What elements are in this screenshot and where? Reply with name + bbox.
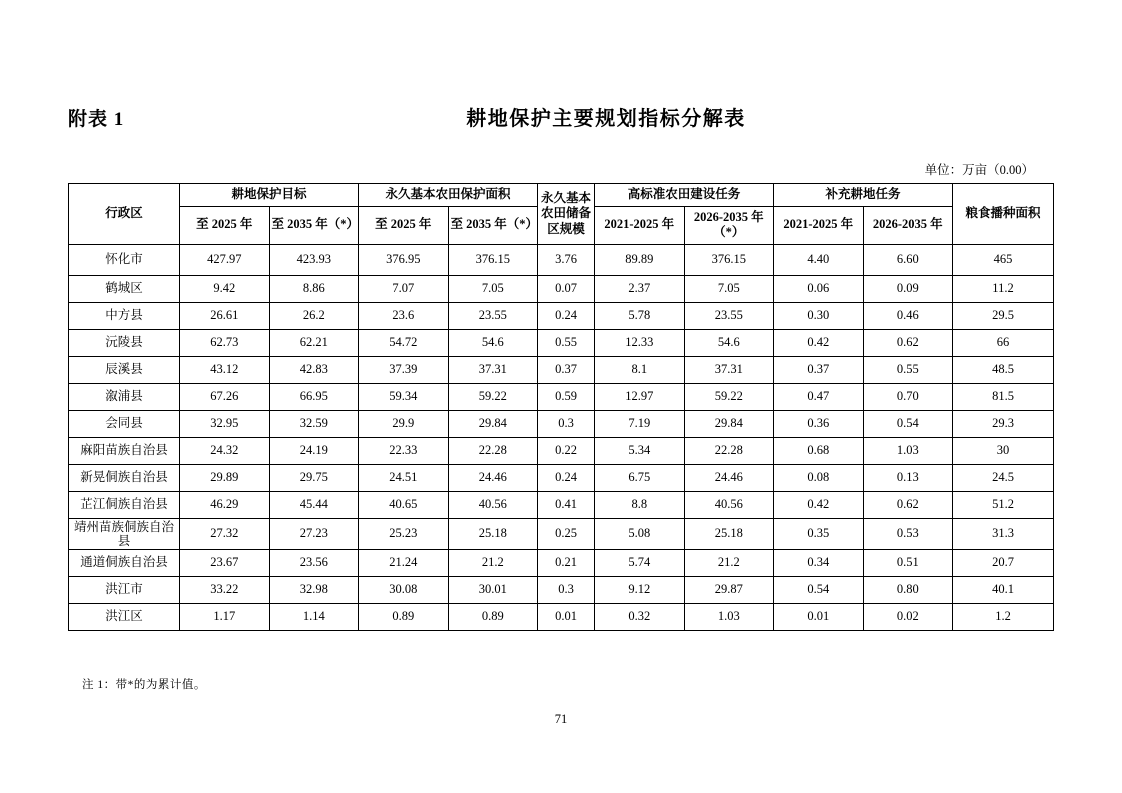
- cell-sup-2021-2025: 0.42: [774, 329, 864, 356]
- cell-goal-2035: 26.2: [269, 302, 359, 329]
- cell-hs-2026-2035: 54.6: [684, 329, 774, 356]
- cell-sup-2026-2035: 0.53: [863, 518, 953, 549]
- cell-goal-2035: 29.75: [269, 464, 359, 491]
- cell-grain: 29.3: [953, 410, 1054, 437]
- cell-hs-2026-2035: 29.87: [684, 576, 774, 603]
- cell-hs-2026-2035: 29.84: [684, 410, 774, 437]
- column-header-supplement: 补充耕地任务: [774, 184, 953, 207]
- cell-goal-2035: 1.14: [269, 603, 359, 630]
- cell-farmland-2025: 22.33: [359, 437, 449, 464]
- cell-reserve: 0.55: [538, 329, 595, 356]
- cell-hs-2021-2025: 2.37: [595, 275, 685, 302]
- cell-reserve: 0.3: [538, 410, 595, 437]
- cell-hs-2026-2035: 376.15: [684, 244, 774, 275]
- column-header-reserve-zone: 永久基本农田储备区规模: [538, 184, 595, 245]
- unit-note: 单位：万亩（0.00）: [924, 163, 1034, 177]
- cell-reserve: 0.22: [538, 437, 595, 464]
- cell-hs-2021-2025: 12.97: [595, 383, 685, 410]
- cell-region: 芷江侗族自治县: [69, 491, 180, 518]
- table-row: [69, 464, 1054, 491]
- table-row: [69, 302, 1054, 329]
- cell-farmland-2025: 376.95: [359, 244, 449, 275]
- cell-goal-2025: 1.17: [180, 603, 270, 630]
- cell-hs-2021-2025: 6.75: [595, 464, 685, 491]
- cell-sup-2021-2025: 4.40: [774, 244, 864, 275]
- cell-grain: 465: [953, 244, 1054, 275]
- cell-farmland-2025: 21.24: [359, 549, 449, 576]
- cell-farmland-2025: 23.6: [359, 302, 449, 329]
- table-row: [69, 275, 1054, 302]
- cell-goal-2035: 23.56: [269, 549, 359, 576]
- attachment-label: 附表 1: [68, 109, 125, 130]
- cell-sup-2026-2035: 0.70: [863, 383, 953, 410]
- cell-grain: 81.5: [953, 383, 1054, 410]
- table-row: [69, 518, 1054, 549]
- cell-hs-2021-2025: 0.32: [595, 603, 685, 630]
- table-header: [69, 184, 1054, 245]
- cell-grain: 30: [953, 437, 1054, 464]
- table-body: [69, 244, 1054, 630]
- cell-region: 麻阳苗族自治县: [69, 437, 180, 464]
- cell-goal-2025: 46.29: [180, 491, 270, 518]
- cell-grain: 24.5: [953, 464, 1054, 491]
- cell-sup-2026-2035: 0.46: [863, 302, 953, 329]
- cell-reserve: 0.21: [538, 549, 595, 576]
- cell-goal-2025: 33.22: [180, 576, 270, 603]
- cell-reserve: 0.07: [538, 275, 595, 302]
- cell-farmland-2035: 59.22: [448, 383, 538, 410]
- table-row: [69, 491, 1054, 518]
- cell-sup-2021-2025: 0.01: [774, 603, 864, 630]
- cell-sup-2021-2025: 0.36: [774, 410, 864, 437]
- table-row: [69, 329, 1054, 356]
- column-header-permanent-farmland: 永久基本农田保护面积: [359, 184, 538, 207]
- cell-hs-2026-2035: 7.05: [684, 275, 774, 302]
- cell-goal-2035: 42.83: [269, 356, 359, 383]
- subheader-goal-2035: 至 2035 年（*）: [269, 206, 359, 244]
- cell-goal-2035: 8.86: [269, 275, 359, 302]
- cell-hs-2021-2025: 7.19: [595, 410, 685, 437]
- cell-hs-2021-2025: 89.89: [595, 244, 685, 275]
- cell-grain: 1.2: [953, 603, 1054, 630]
- cell-sup-2026-2035: 6.60: [863, 244, 953, 275]
- table-row: [69, 603, 1054, 630]
- cell-farmland-2035: 7.05: [448, 275, 538, 302]
- cell-goal-2035: 423.93: [269, 244, 359, 275]
- cell-hs-2021-2025: 5.78: [595, 302, 685, 329]
- cell-region: 靖州苗族侗族自治县: [69, 518, 180, 549]
- cell-reserve: 0.25: [538, 518, 595, 549]
- cell-goal-2035: 24.19: [269, 437, 359, 464]
- cell-goal-2025: 427.97: [180, 244, 270, 275]
- cell-goal-2035: 62.21: [269, 329, 359, 356]
- cell-farmland-2035: 29.84: [448, 410, 538, 437]
- cell-farmland-2025: 54.72: [359, 329, 449, 356]
- cell-grain: 20.7: [953, 549, 1054, 576]
- cell-region: 怀化市: [69, 244, 180, 275]
- cell-hs-2021-2025: 12.33: [595, 329, 685, 356]
- cell-reserve: 0.24: [538, 464, 595, 491]
- cell-hs-2026-2035: 21.2: [684, 549, 774, 576]
- cell-sup-2026-2035: 0.09: [863, 275, 953, 302]
- cell-sup-2021-2025: 0.35: [774, 518, 864, 549]
- cell-reserve: 0.01: [538, 603, 595, 630]
- cell-farmland-2025: 40.65: [359, 491, 449, 518]
- cell-goal-2025: 43.12: [180, 356, 270, 383]
- cell-sup-2021-2025: 0.34: [774, 549, 864, 576]
- cell-farmland-2025: 59.34: [359, 383, 449, 410]
- cell-region: 洪江市: [69, 576, 180, 603]
- cell-reserve: 0.3: [538, 576, 595, 603]
- cell-sup-2021-2025: 0.30: [774, 302, 864, 329]
- cell-farmland-2035: 23.55: [448, 302, 538, 329]
- cell-hs-2026-2035: 24.46: [684, 464, 774, 491]
- cell-sup-2026-2035: 1.03: [863, 437, 953, 464]
- cell-sup-2026-2035: 0.54: [863, 410, 953, 437]
- cell-sup-2021-2025: 0.42: [774, 491, 864, 518]
- cell-farmland-2025: 0.89: [359, 603, 449, 630]
- cell-sup-2021-2025: 0.06: [774, 275, 864, 302]
- table-row: [69, 383, 1054, 410]
- cell-sup-2026-2035: 0.62: [863, 329, 953, 356]
- cell-goal-2025: 23.67: [180, 549, 270, 576]
- cell-farmland-2035: 30.01: [448, 576, 538, 603]
- cell-goal-2025: 32.95: [180, 410, 270, 437]
- table-row: [69, 244, 1054, 275]
- cell-goal-2025: 26.61: [180, 302, 270, 329]
- table-row: [69, 576, 1054, 603]
- cell-goal-2035: 32.59: [269, 410, 359, 437]
- cell-hs-2021-2025: 5.08: [595, 518, 685, 549]
- subheader-sup-2021-2025: 2021-2025 年: [774, 206, 864, 244]
- cell-hs-2026-2035: 1.03: [684, 603, 774, 630]
- table-row: [69, 356, 1054, 383]
- cell-goal-2025: 9.42: [180, 275, 270, 302]
- cell-farmland-2025: 37.39: [359, 356, 449, 383]
- cell-hs-2021-2025: 8.1: [595, 356, 685, 383]
- cell-region: 溆浦县: [69, 383, 180, 410]
- cell-hs-2026-2035: 59.22: [684, 383, 774, 410]
- subheader-sup-2026-2035: 2026-2035 年: [863, 206, 953, 244]
- cell-farmland-2025: 7.07: [359, 275, 449, 302]
- cell-goal-2035: 32.98: [269, 576, 359, 603]
- cell-reserve: 0.59: [538, 383, 595, 410]
- header-row-group: [69, 184, 1054, 207]
- cell-grain: 31.3: [953, 518, 1054, 549]
- cell-farmland-2035: 376.15: [448, 244, 538, 275]
- cell-region: 中方县: [69, 302, 180, 329]
- table-row: [69, 549, 1054, 576]
- cell-sup-2026-2035: 0.62: [863, 491, 953, 518]
- cell-region: 通道侗族自治县: [69, 549, 180, 576]
- indicator-table: [68, 183, 1054, 631]
- cell-grain: 29.5: [953, 302, 1054, 329]
- cell-sup-2026-2035: 0.80: [863, 576, 953, 603]
- cell-farmland-2025: 25.23: [359, 518, 449, 549]
- cell-farmland-2035: 0.89: [448, 603, 538, 630]
- cell-region: 新晃侗族自治县: [69, 464, 180, 491]
- page-number: 71: [554, 712, 568, 726]
- table-row: [69, 437, 1054, 464]
- cell-sup-2026-2035: 0.13: [863, 464, 953, 491]
- cell-reserve: 3.76: [538, 244, 595, 275]
- cell-hs-2026-2035: 37.31: [684, 356, 774, 383]
- subheader-farmland-2035: 至 2035 年（*）: [448, 206, 538, 244]
- cell-farmland-2025: 30.08: [359, 576, 449, 603]
- cell-sup-2021-2025: 0.37: [774, 356, 864, 383]
- cell-farmland-2035: 24.46: [448, 464, 538, 491]
- cell-goal-2025: 27.32: [180, 518, 270, 549]
- subheader-farmland-2025: 至 2025 年: [359, 206, 449, 244]
- cell-region: 鹤城区: [69, 275, 180, 302]
- cell-farmland-2035: 22.28: [448, 437, 538, 464]
- cell-sup-2021-2025: 0.08: [774, 464, 864, 491]
- cell-grain: 66: [953, 329, 1054, 356]
- cell-farmland-2025: 29.9: [359, 410, 449, 437]
- cell-farmland-2025: 24.51: [359, 464, 449, 491]
- cell-grain: 48.5: [953, 356, 1054, 383]
- cell-sup-2026-2035: 0.02: [863, 603, 953, 630]
- footnote: 注 1：带*的为累计值。: [82, 679, 206, 691]
- cell-hs-2026-2035: 40.56: [684, 491, 774, 518]
- cell-sup-2021-2025: 0.54: [774, 576, 864, 603]
- cell-hs-2026-2035: 23.55: [684, 302, 774, 329]
- cell-region: 会同县: [69, 410, 180, 437]
- cell-region: 洪江区: [69, 603, 180, 630]
- column-header-region: 行政区: [69, 184, 180, 245]
- cell-grain: 51.2: [953, 491, 1054, 518]
- cell-goal-2025: 62.73: [180, 329, 270, 356]
- cell-region: 沅陵县: [69, 329, 180, 356]
- cell-goal-2035: 27.23: [269, 518, 359, 549]
- subheader-goal-2025: 至 2025 年: [180, 206, 270, 244]
- cell-grain: 40.1: [953, 576, 1054, 603]
- cell-reserve: 0.37: [538, 356, 595, 383]
- cell-hs-2026-2035: 22.28: [684, 437, 774, 464]
- cell-goal-2035: 66.95: [269, 383, 359, 410]
- cell-goal-2035: 45.44: [269, 491, 359, 518]
- cell-grain: 11.2: [953, 275, 1054, 302]
- column-header-grain-area: 粮食播种面积: [953, 184, 1054, 245]
- cell-reserve: 0.41: [538, 491, 595, 518]
- cell-hs-2021-2025: 5.34: [595, 437, 685, 464]
- column-header-protect-goal: 耕地保护目标: [180, 184, 359, 207]
- cell-hs-2021-2025: 8.8: [595, 491, 685, 518]
- table-row: [69, 410, 1054, 437]
- cell-farmland-2035: 37.31: [448, 356, 538, 383]
- cell-farmland-2035: 40.56: [448, 491, 538, 518]
- cell-sup-2026-2035: 0.55: [863, 356, 953, 383]
- cell-farmland-2035: 21.2: [448, 549, 538, 576]
- column-header-high-standard: 高标准农田建设任务: [595, 184, 774, 207]
- cell-farmland-2035: 25.18: [448, 518, 538, 549]
- cell-goal-2025: 67.26: [180, 383, 270, 410]
- cell-sup-2021-2025: 0.47: [774, 383, 864, 410]
- cell-hs-2021-2025: 5.74: [595, 549, 685, 576]
- page-title: 耕地保护主要规划指标分解表: [466, 108, 746, 130]
- cell-hs-2021-2025: 9.12: [595, 576, 685, 603]
- cell-goal-2025: 24.32: [180, 437, 270, 464]
- cell-hs-2026-2035: 25.18: [684, 518, 774, 549]
- cell-farmland-2035: 54.6: [448, 329, 538, 356]
- cell-goal-2025: 29.89: [180, 464, 270, 491]
- cell-reserve: 0.24: [538, 302, 595, 329]
- cell-region: 辰溪县: [69, 356, 180, 383]
- subheader-hs-2026-2035: 2026-2035 年（*）: [684, 206, 774, 244]
- cell-sup-2026-2035: 0.51: [863, 549, 953, 576]
- subheader-hs-2021-2025: 2021-2025 年: [595, 206, 685, 244]
- cell-sup-2021-2025: 0.68: [774, 437, 864, 464]
